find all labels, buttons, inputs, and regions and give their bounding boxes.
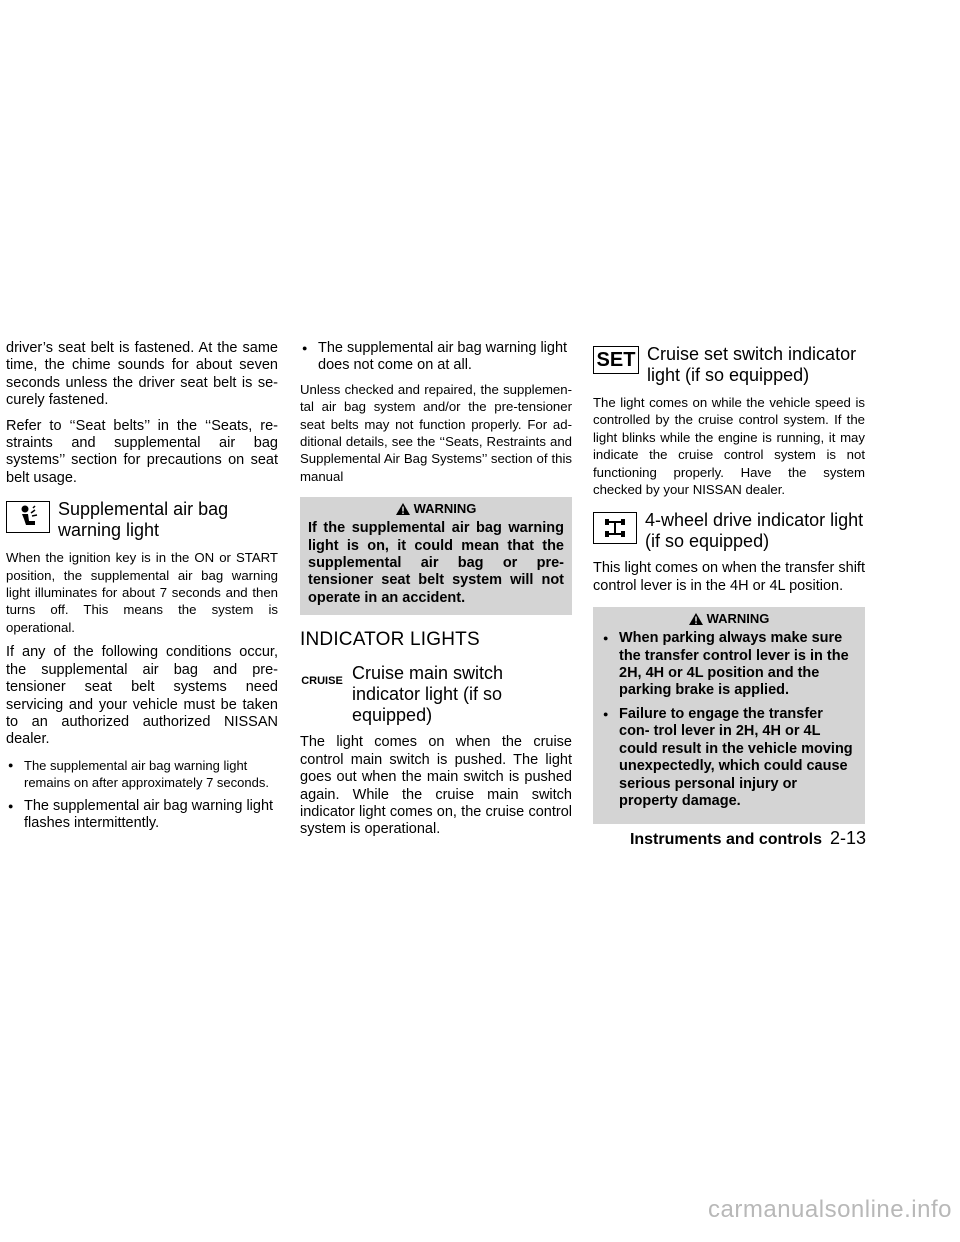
warning-box (300, 497, 572, 615)
cruise-icon (300, 665, 344, 697)
paragraph: The light comes on while the vehicle speed is controlled by the cruise control system. If the light blinks while the engine is running, it may indicate the cruise control system is not functioning properly. Have the system checked by your NISSAN dealer. (593, 395, 865, 498)
column-2 (300, 340, 572, 847)
warning-box (593, 607, 865, 824)
heading-title: Cruise main switch indicator light (if so equipped) (352, 663, 504, 726)
list-item: ● The supplemental air bag warning light remains on after approximately 7 seconds. (6, 757, 278, 792)
condition-list (300, 340, 572, 375)
warning-list (601, 630, 857, 810)
paragraph: This light comes on when the transfer shift control lever is in the 4H or 4L position. (593, 560, 865, 594)
warning-label: WARNING (413, 501, 477, 517)
watermark (0, 1196, 960, 1224)
set-icon-text: SET (596, 348, 636, 371)
heading-title: 4-wheel drive indicator light (if so equipped) (645, 510, 864, 552)
list-item: ● When parking always make sure the transfer control lever is in the 2H, 4H or 4L position and the parking brake is applied. (601, 630, 857, 700)
watermark-text: carmanualsonline.info (708, 1196, 952, 1223)
four-wheel-drive-icon (593, 512, 637, 544)
list-item: ● Failure to engage the transfer con- trol lever in 2H, 4H or 4L could result in the vehicle moving unexpectedly, which could cause serious personal injury or property damage. (601, 706, 857, 810)
heading-title: Supplemental air bag warning light (58, 499, 229, 541)
paragraph: When the ignition key is in the ON or START position, the supplemental air bag warning light illuminates for about 7 seconds and then turns off. This means the system is operational. (6, 550, 278, 635)
warning-triangle-icon (396, 503, 410, 515)
heading-title: Cruise set switch indicator light (if so equipped) (647, 344, 857, 385)
cruise-icon-text: CRUISE (301, 675, 343, 688)
warning-triangle-icon (689, 613, 703, 625)
fourwd-heading (593, 510, 865, 552)
section-title: INDICATOR LIGHTS (300, 629, 480, 651)
warning-text: If the supplemental air bag warning light is on, it could mean that the supplemental air bag or pre-tensioner seat belt system will not operate in an accident. (308, 520, 564, 606)
page-footer (0, 828, 866, 849)
seated-person-icon (6, 501, 50, 533)
list-item: ● The supplemental air bag warning light does not come on at all. (300, 340, 572, 375)
column-1 (6, 340, 278, 838)
paragraph: Refer to ‘‘Seat belts’’ in the ‘‘Seats, re- straints and supplemental air bag systems’’ section for precautions on seat belt usage. (6, 417, 278, 486)
warning-title (601, 611, 857, 626)
page-number: 2-13 (829, 828, 866, 848)
set-icon (593, 346, 639, 374)
airbag-warning-heading (6, 499, 278, 541)
footer-section: Instruments and controls (629, 831, 822, 848)
cruise-main-heading (300, 663, 572, 726)
list-item: ● The supplemental air bag warning light flashes intermittently. (6, 798, 278, 833)
condition-list (6, 757, 278, 833)
paragraph: Unless checked and repaired, the supplemen- tal air bag system and/or the pre-tensioner seat belts may not function properly. For ad- ditional details, see the ‘‘Seats, Restraints and Supplemental Air Bag Systems’’ section of this manual (300, 381, 572, 484)
column-3 (593, 340, 865, 836)
cruise-set-heading (593, 344, 865, 386)
warning-label: WARNING (706, 611, 770, 627)
warning-title (308, 501, 564, 516)
paragraph: If any of the following conditions occur, the supplemental air bag and pre-tensioner seat belt systems need servicing and your vehicle must be taken to an authorized authorized NISSAN dealer. (6, 644, 278, 748)
paragraph: The light comes on when the cruise control main switch is pushed. The light goes out when the main switch is pushed again. While the cruise main switch indicator light comes on, the cruise control system is operational. (300, 734, 572, 838)
paragraph: driver’s seat belt is fastened. At the same time, the chime sounds for about seven seconds unless the driver seat belt is se- curely fastened. (6, 340, 278, 409)
